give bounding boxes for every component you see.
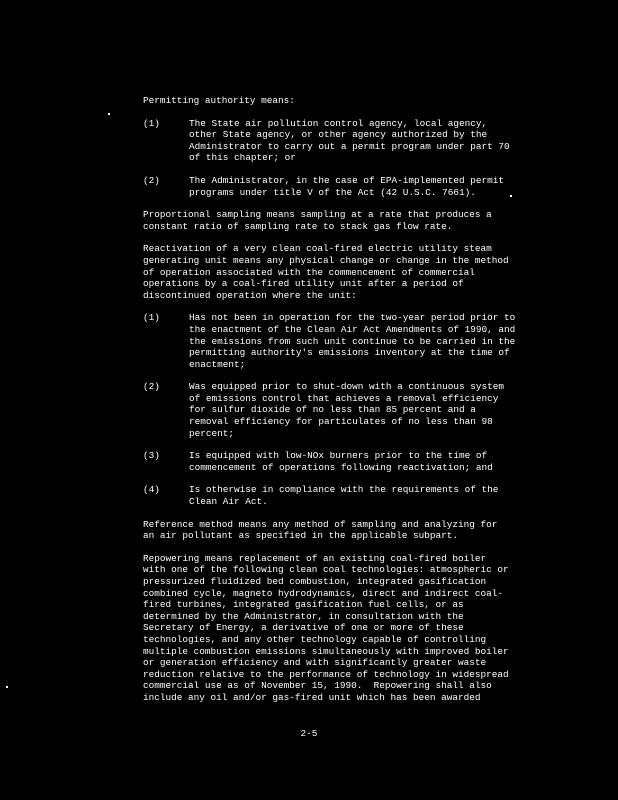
item-number: (2) xyxy=(143,174,160,186)
list-item xyxy=(143,381,559,439)
item-text: Has not been in operation for the two-year period prior to the enactment of the Clean Air Act Amendments of 1990, and the emissions from such unit continue to be carried in the permitting authority's emissions inventory at the time of enactment; xyxy=(189,312,516,370)
definition-repowering: Repowering means replacement of an existing coal-fired boiler with one of the following clean coal technologies: atmospheric or pressurized fluidized bed combustion, integrated gasification combined cycle, magneto hydrodynamics, direct and indirect coal- fired turbines, integrated gasification fuel cells, or as determined by the Administrator, in consultation with the Secretary of Energy, a derivative of one or more of these technologies, and any other technology capable of controlling multiple combustion emissions simultaneously with improved boiler or generation efficiency and with significantly greater waste reduction relative to the performance of technology in widespread commercial use as of November 15, 1990. Repowering shall also include any oil and/or gas-fired unit which has been awarded xyxy=(143,552,509,703)
item-text: Is otherwise in compliance with the requirements of the Clean Air Act. xyxy=(189,484,499,508)
list-item xyxy=(143,175,559,198)
item-number: (1) xyxy=(143,117,160,129)
item-text: Was equipped prior to shut-down with a continuous system of emissions control that achieves a removal efficiency for sulfur dioxide of no less than 85 percent and a removal efficiency for particulates of no less than 98 percent; xyxy=(189,381,505,439)
item-text: The Administrator, in the case of EPA-implemented permit programs under title V of the Act (42 U.S.C. 7661). xyxy=(189,174,505,198)
scan-speck xyxy=(108,113,110,115)
list-item xyxy=(143,312,559,370)
scan-speck xyxy=(6,686,8,688)
item-number: (2) xyxy=(143,381,160,393)
scan-speck xyxy=(510,195,512,197)
definition-proportional-sampling: Proportional sampling means sampling at a rate that produces a constant ratio of sampling rate to stack gas flow rate. xyxy=(143,209,492,232)
item-text: The State air pollution control agency, local agency, other State agency, or other agency authorized by the Administrator to carry out a permit program under part 70 of this chapter; or xyxy=(189,117,510,164)
definition-reactivation: Reactivation of a very clean coal-fired electric utility steam generating unit means any physical change or change in the method of operation associated with the commencement of commercial operations by a coal-fired utility unit after a period of discontinued operation where the unit: xyxy=(143,243,509,301)
list-item xyxy=(143,450,559,473)
definition-reference-method: Reference method means any method of sampling and analyzing for an air pollutant as specified in the applicable subpart. xyxy=(143,518,498,542)
list-item xyxy=(143,118,559,164)
list-item xyxy=(143,484,559,507)
item-number: (4) xyxy=(143,484,160,496)
item-text: Is equipped with low-NOx burners prior to the time of commencement of operations following reactivation; and xyxy=(189,450,493,473)
item-number: (1) xyxy=(143,312,160,324)
item-number: (3) xyxy=(143,450,160,462)
page-number: 2-5 xyxy=(300,728,318,739)
definition-permitting-authority: Permitting authority means: xyxy=(143,95,295,106)
document-body xyxy=(143,95,559,715)
